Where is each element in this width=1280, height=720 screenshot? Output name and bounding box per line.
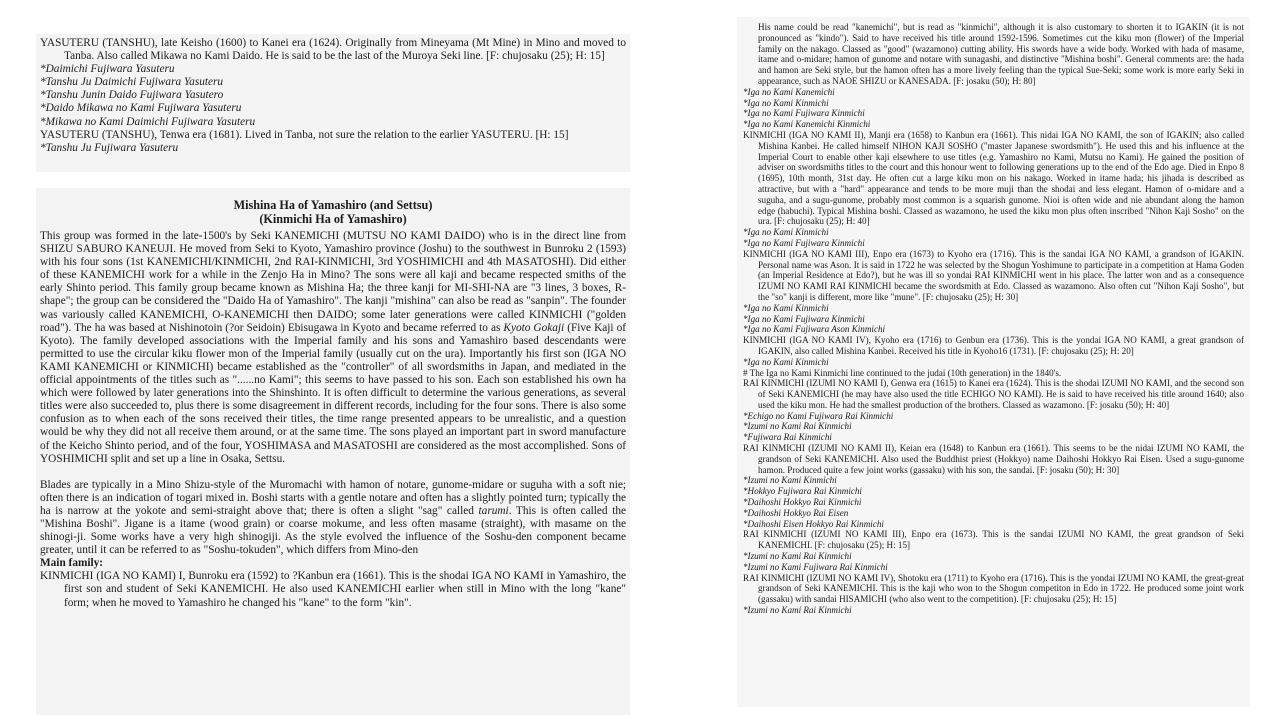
alias-line: *Tanshu Ju Fujiwara Yasuteru — [40, 141, 179, 154]
entry-rai-kinmichi-2: RAI KINMICHI (IZUMI NO KAMI II), Keian era (1648) to Kanbun era (1661). This seems to be the nidai IZUMI NO KAMI, the grandson of Seki KANEMICHI. Also used the Buddhist priest (Hokkyo) name Daihoshi Hokkyo Rai Eisen. Used a sugu-gunome hamon. Produced quite a few joint works (gassaku) with his son, the sandai. [F: josaku (50); H: 30] — [743, 443, 1244, 475]
alias-line: *Izumi no Kami Rai Kinmichi — [743, 605, 852, 616]
alias-line: *Daihoshi Hokkyo Rai Eisen — [743, 507, 849, 518]
alias-line: *Iga no Kami Fujiwara Kinmichi — [743, 108, 865, 119]
entry-kinmichi-1: KINMICHI (IGA NO KAMI) I, Bunroku era (1592) to ?Kanbun era (1661). This is the shodai IGA NO KAMI in Yamashiro, the first son and student of Seki KANEMICHI. He also used KANEMICHI earlier when still in Mino with the long "kane" form; when he moved to Yamashiro he changed his "kane" to the form "kin". — [40, 570, 626, 609]
left-main-panel — [36, 188, 630, 715]
alias-line: *Iga no Kami Fujiwara Kinmichi — [743, 313, 865, 324]
alias-line: *Iga no Kami Kinmichi — [743, 227, 829, 238]
alias-line: *Iga no Kami Fujiwara Kinmichi — [743, 237, 865, 248]
alias-line: *Izumi no Kami Fujiwara Rai Kinmichi — [743, 561, 888, 572]
entry-rai-kinmichi-3: RAI KINMICHI (IZUMI NO KAMI III), Enpo era (1673). This is the sandai IZUMI NO KAMI, the great grandson of Seki KANEMICHI. [F: chujosaku (25); H: 15] — [743, 529, 1244, 551]
entry-kinmichi-3: KINMICHI (IGA NO KAMI III), Enpo era (1673) to Kyoho era (1716). This is the sandai IGA NO KAMI, a grandson of IGAKIN. Personal name was Ason. It is said in 1722 he was selected by the Shogun Yoshimune to participate in a competition at Hama Goden (an Imperial Residence at Edo?), but he was ill so yondai RAI KINMICHI went in his place. The latter won and as a consequence IZUMI NO KAMI RAI KINMICHI became the swordsmith at Edo. Classed as wazamono. Also often cut "Nihon Kaji Sosho", but the "so" kanji is different, more like "mune". [F: chujosaku (25); H: 30] — [743, 248, 1244, 302]
section-title: Mishina Ha of Yamashiro (and Settsu) — [233, 198, 433, 212]
alias-line: *Iga no Kami Kinmichi — [743, 302, 829, 313]
alias-line: *Daihoshi Hokkyo Rai Kinmichi — [743, 497, 862, 508]
alias-line: *Mikawa no Kami Daimichi Fujiwara Yasuteru — [40, 115, 256, 128]
intro-paragraph: This group was formed in the late-1500's by Seki KANEMICHI (MUTSU NO KAMI DAIDO) who is in the direct line from SHIZU SABURO KANEUJI. He moved from Seki to Kyoto, Yamashiro province (Joshu) to the southwest in Bunroku 2 (1593) with his four sons (1st KANEMICHI/KINMICHI, 2nd RAI-KINMICHI, 3rd YOSHIMICHI and 4th MASATOSHI). Did either of these KANEMICHI work for a while in the Zenjo Ha in Mino? The sons were all kaji and became respected smiths of the early Shinto period. This family group became known as Mishina Ha; the three kanji for MI-SHI-NA are "3 lines, 3 boxes, R-shape"; the group can be considered the "Daido Ha of Yamashiro". The kanji "mishina" can also be read as "sanpin". The founder was variously called KANEMICHI, O-KANEMICHI then DAIDO; some later generations were called KINMICHI ("golden road"). The ha was based at Nishinotoin (?or Seidoin) Ebisugawa in Kyoto and became referred to as Kyoto Gokaji (Five Kaji of Kyoto). The family developed associations with the Imperial family and his sons and Yamashiro based descendants were permitted to use the circular kiku flower mon of the Imperial family (usually cut on the ura). Importantly his first son (IGA NO KAMI KANEMICHI or KINMICHI) became established as the "controller" of all swordsmiths in Japan, and mediated in the official appointments of the titles such as "......no Kami"; this seems to have passed to his son. Each son established his own ha which were followed by later generations into the Shinshinto. It is often difficult to determine the various generations, as several titles were also succeeded to, plus there is some disagreement in different records, including for the four sons. There is also some confusion as to when each of the sons received their titles, the time range presented appears to be unrealistic, and a question would be why they did not all receive them around, or at the same time. The sons played an important part in sword manufacture of the Keicho Shinto period, and of the four, YOSHIMASA and MASATOSHI are considered as the most accomplished. Sons of YOSHIMICHI split and set up a line in Osaka, Settsu. — [40, 230, 626, 465]
entry-kinmichi-2: KINMICHI (IGA NO KAMI II), Manji era (1658) to Kanbun era (1661). This nidai IGA NO KAMI, the son of IGAKIN; also called Mishina Kanbei. He called himself NIHON KAJI SOSHO ("master Japanese swordsmith"). He used this and his influence at the Imperial Court to enable other kaji elsewhere to use titles (e.g. Yamashiro no Kami, Mutsu no Kami). He gained the position of adviser on swordsmiths titles to the court and this honour went to following generations up to the end of the Edo age. Died in Enpo 8 (1695), 10th month, 31st day. He often cut a large kiku mon on his nakago. Worked in itame hada; his jihada is described as attractive, but with a "hard" appearance and tends to be more muji than the shodai and less elegant. Hamon of o-midare and a suguha, and a sugu-gunome, probably most common is a squarish gunome. Nioi is often wide and nie abundant along the hamon edge (habuchi). Typical Mishina boshi. Classed as wazamono, he used the kiku mon plus often inscribed "Nihon Kaji Sosho" on the ura. [F: chujosaku (25); H: 40] — [743, 129, 1244, 227]
alias-line: *Tanshu Junin Daido Fujiwara Yasutero — [40, 89, 224, 102]
lineage-note: # The Iga no Kami Kinmichi line continued to the judai (10th generation) in the 1840's. — [743, 367, 1062, 378]
alias-line: *Echigo no Kami Fujiwara Rai Kinmichi — [743, 410, 894, 421]
entry-yasuteru-2: YASUTERU (TANSHU), Tenwa era (1681). Lived in Tanba, not sure the relation to the earlier YASUTERU. [H: 15] — [40, 128, 569, 141]
alias-line: *Izumi no Kami Kinmichi — [743, 475, 837, 486]
italic-term: tarumi — [478, 504, 509, 517]
alias-line: *Daido Mikawa no Kami Fujiwara Yasuteru — [40, 102, 242, 115]
entry-kinmichi-4: KINMICHI (IGA NO KAMI IV), Kyoho era (1716) to Genbun era (1736). This is the yondai IGA NO KAMI, a great grandson of IGAKIN, also called Mishina Kanbei. Received his title in Kyoho16 (1731). [F: chujosaku (25); H: 20] — [743, 335, 1244, 356]
alias-line: *Izumi no Kami Rai Kinmichi — [743, 551, 852, 562]
main-family-heading: Main family: — [40, 557, 104, 570]
entry-rai-kinmichi-4: RAI KINMICHI (IZUMI NO KAMI IV), Shotoku era (1711) to Kyoho era (1716). This is the yondai IZUMI NO KAMI, the great-great grandson of Seki KANEMICHI. This is the kaji who won to the Shogun competiton in Edo in 1722. He produced some joint work (gassaku) with sandai HISAMICHI (who also went to the competition). [F: chujosaku (25); H: 15] — [743, 572, 1244, 605]
entry-continuation: His name could be read "kanemichi", but is read as "kinmichi", although it is also customary to shorten it to IGAKIN (it is not pronounced as "kindo"). Said to have received his title around 1592-1596. Sometimes cut the kiku mon (flower) of the Imperial family on the nakago. Classed as "good" (wazamono) cutting ability. His swords have a wide body. Worked with hada of masame, itame and o-midare; hamon of gunome and notare with sunagashi, and distinctive "Mishina boshi". General comments are: the hada and hamon are Seki style, but the hamon often has a more lively feeling than the typical Sue-Seki; some work is more early Seki in appearance, such as NAOE SHIZU or KANESADA. [F: josaku (50); H: 80] — [758, 22, 1244, 86]
alias-line: *Fujiwara Rai Kinmichi — [743, 432, 832, 443]
alias-line: *Iga no Kami Kinmichi — [743, 356, 829, 367]
entry-rai-kinmichi-1: RAI KINMICHI (IZUMI NO KAMI I), Genwa era (1615) to Kanei era (1624). This is the shodai IZUMI NO KAMI, and the second son of Seki KANEMICHI (he may have also used the title ECHIGO NO KAMI). He is said to have received his title around 1640; also used the kiku mon. He had the smallest production of the brothers. Classed as wazamono. [F: josaku (50); H: 40] — [743, 378, 1244, 410]
alias-line: *Izumi no Kami Rai Kinmichi — [743, 421, 852, 432]
alias-line: *Tanshu Ju Daimichi Fujiwara Yasuteru — [40, 76, 224, 89]
italic-term: Kyoto Gokaji — [503, 321, 565, 334]
alias-line: *Iga no Kami Fujiwara Ason Kinmichi — [743, 324, 886, 335]
alias-line: *Daihoshi Eisen Hokkyo Rai Kinmichi — [743, 518, 884, 529]
blade-style-paragraph: Blades are typically in a Mino Shizu-style of the Muromachi with hamon of notare, gunome-midare or suguha with a soft nie; often there is an indication of togari mixed in. Boshi starts with a gentle notare and often has a slightly pointed turn; typically the ha is narrow at the yokote and semi-straight above that; there is often a slight "sag" called tarumi. This is often called the "Mishina Boshi". Jigane is a itame (wood grain) or coarse mokume, and less often masame (straight), with masame on the shinogi-ji. Some works have a very high shinogiji. As the style evolved the influence of the Soshu-den component became greater, until it can be referred to as "Soshu-tokuden", which differs from Mino-den — [40, 478, 627, 557]
alias-line: *Hokkyo Fujiwara Rai Kinmichi — [743, 486, 862, 497]
left-top-panel — [36, 34, 630, 172]
section-subtitle: (Kinmichi Ha of Yamashiro) — [259, 212, 407, 226]
alias-line: *Iga no Kami Kanemichi — [743, 86, 835, 97]
right-panel — [737, 17, 1250, 707]
alias-line: *Daimichi Fujiwara Yasuteru — [40, 63, 175, 76]
alias-line: *Iga no Kami Kanemichi Kinmichi — [743, 119, 871, 130]
alias-line: *Iga no Kami Kinmichi — [743, 97, 829, 108]
entry-yasuteru-1: YASUTERU (TANSHU), late Keisho (1600) to Kanei era (1624). Originally from Mineyama (Mt Mine) in Mino and moved to Tanba. Also called Mikawa no Kami Daido. He is said to be the last of the Muroya Seki line. [F: chujosaku (25); H: 15] — [40, 37, 626, 63]
